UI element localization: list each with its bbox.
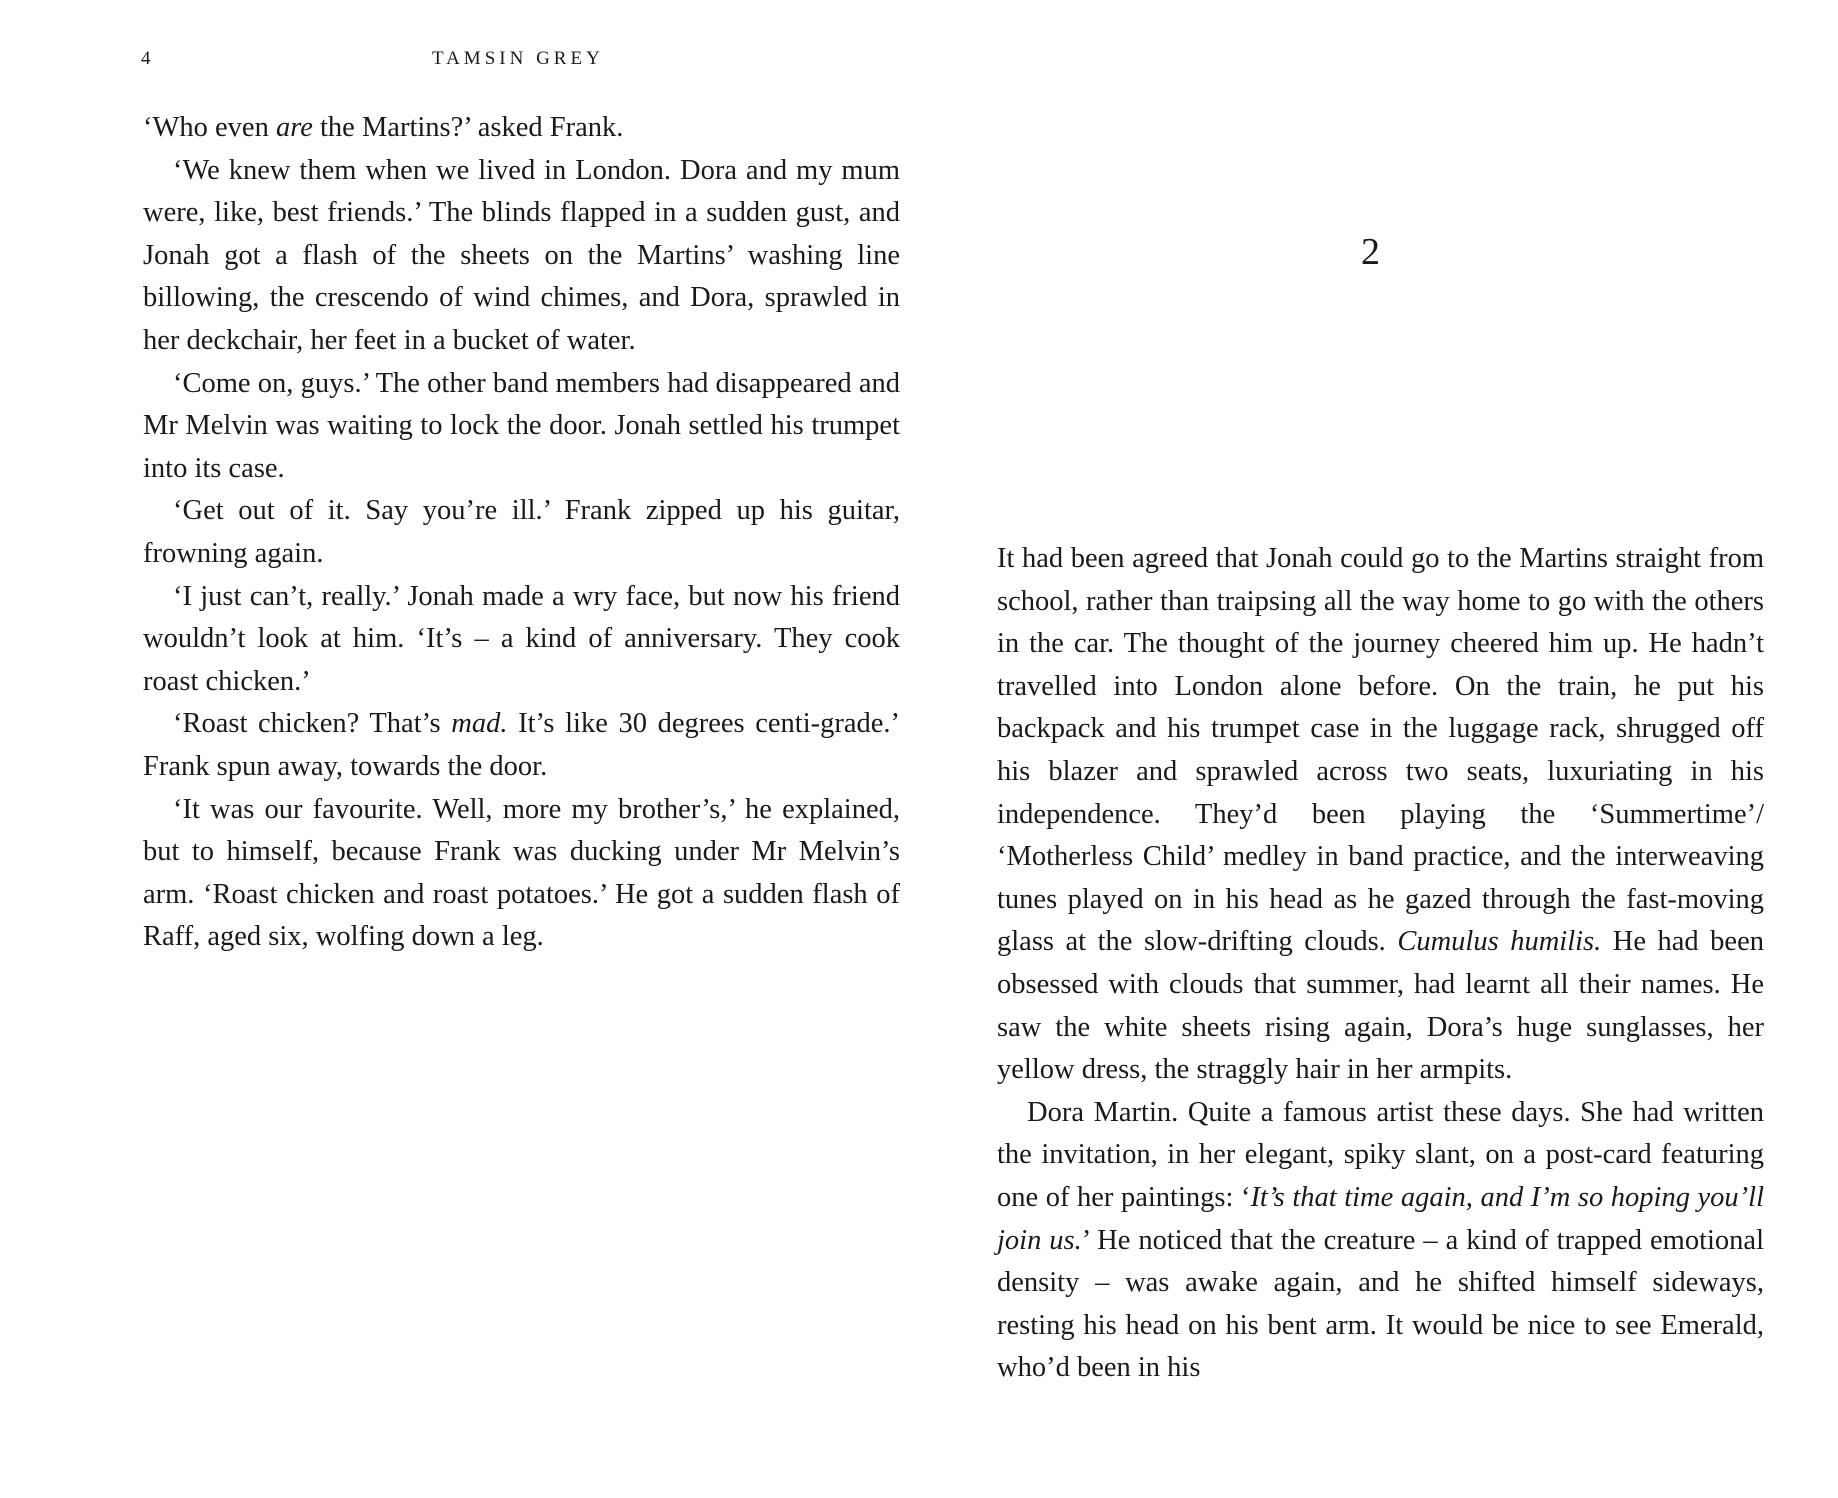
right-page — [919, 0, 1838, 1498]
paragraph: ‘It was our favourite. Well, more my brother’s,’ he explained, but to himself, because Frank was ducking under Mr Melvin’s arm. ‘Roast chicken and roast potatoes.’ He got a sudden flash of Raff, aged six, wolfing down a leg. — [143, 793, 900, 953]
paragraph: Dora Martin. Quite a famous artist these days. She had written the invitation, in her elegant, spiky slant, on a post-card featuring one of her paintings: ‘It’s that time again, and I’m so hoping you’ll join us.’ He noticed that the creature – a kind of trapped emotional density – was awake again, and he shifted himself sideways, resting his head on his bent arm. It would be nice to see Emerald, who’d been in his — [997, 1096, 1764, 1384]
page-number: 4 — [141, 48, 151, 69]
chapter-number: 2 — [1361, 231, 1380, 273]
running-head: TAMSIN GREY — [432, 48, 604, 69]
paragraph: ‘Get out of it. Say you’re ill.’ Frank zipped up his guitar, frowning again. — [143, 495, 900, 569]
paragraph: ‘We knew them when we lived in London. Dora and my mum were, like, best friends.’ The blinds flapped in a sudden gust, and Jonah got a flash of the sheets on the Martins’ washing line billowing, the crescendo of wind chimes, and Dora, sprawled in her deckchair, her feet in a bucket of water. — [143, 154, 900, 356]
paragraph: ‘Roast chicken? That’s mad. It’s like 30 degrees centi-grade.’ Frank spun away, towards the door. — [143, 708, 901, 782]
paragraph: ‘Who even are the Martins?’ asked Frank. — [143, 112, 624, 143]
paragraph: ‘I just can’t, really.’ Jonah made a wry face, but now his friend wouldn’t look at him. ‘It’s – a kind of anniversary. They cook roast chicken.’ — [143, 580, 900, 697]
paragraph: It had been agreed that Jonah could go to the Martins straight from school, rather than traipsing all the way home to go with the others in the car. The thought of the journey cheered him up. He hadn’t travelled into London alone before. On the train, he put his backpack and his trumpet case in the luggage rack, shrugged off his blazer and sprawled across two seats, luxuriating in his independence. They’d been playing the ‘Summertime’/ ‘Motherless Child’ medley in band practice, and the interweaving tunes played on in his head as he gazed through the fast-moving glass at the slow-drifting clouds. Cumulus humilis. He had been obsessed with clouds that summer, had learnt all their names. He saw the white sheets rising again, Dora’s huge sunglasses, her yellow dress, the straggly hair in her armpits. — [997, 543, 1764, 1086]
left-body-text — [143, 107, 900, 959]
right-body-text — [997, 538, 1764, 1390]
paragraph: ‘Come on, guys.’ The other band members had disappeared and Mr Melvin was waiting to lock the door. Jonah settled his trumpet into its case. — [143, 367, 900, 484]
